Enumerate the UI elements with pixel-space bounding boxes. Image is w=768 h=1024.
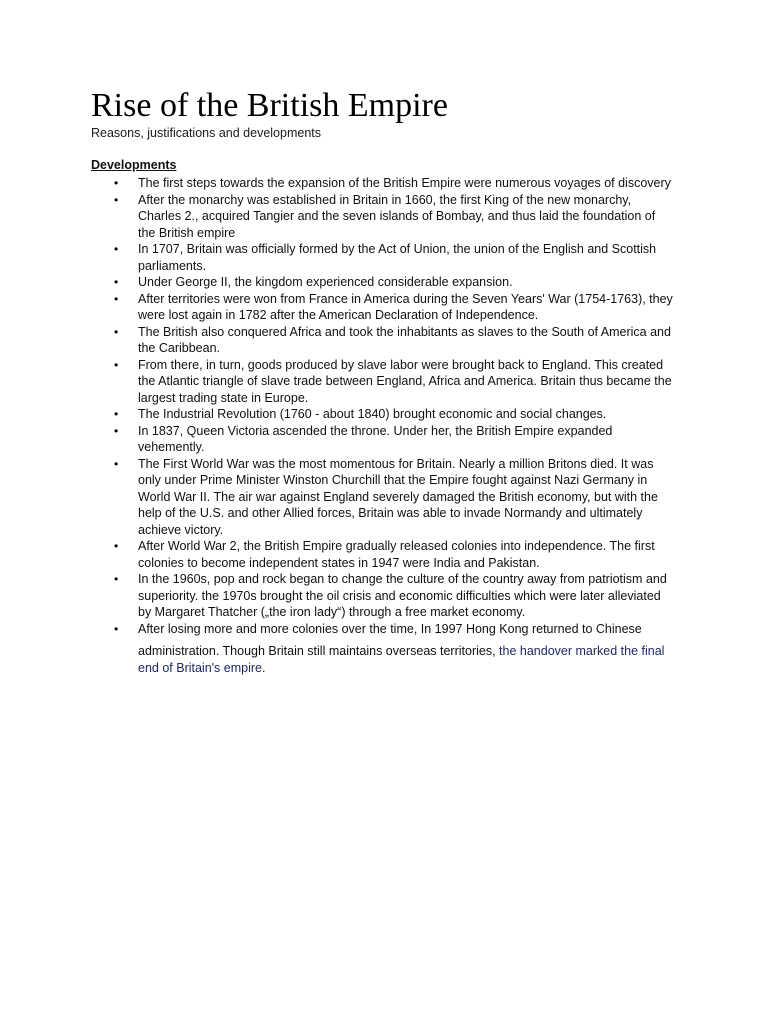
list-item-text-line1: After losing more and more colonies over the time, In 1997 Hong Kong returned to Chinese [138, 621, 642, 636]
list-item-text: After World War 2, the British Empire gradually released colonies into independence. The first colonies to become independent states in 1947 were India and Pakistan. [138, 539, 655, 570]
list-item [114, 538, 676, 571]
list-item-text: The British also conquered Africa and took the inhabitants as slaves to the South of America and the Caribbean. [138, 324, 671, 355]
list-item [114, 423, 676, 456]
list-item [114, 291, 676, 324]
document-subtitle: Reasons, justifications and developments [91, 126, 321, 140]
list-item-text: The Industrial Revolution (1760 - about 1840) brought economic and social changes. [138, 407, 607, 421]
bullet-icon: • [114, 621, 119, 636]
list-item-text: The first steps towards the expansion of the British Empire were numerous voyages of discovery [138, 176, 671, 190]
list-item-text: Under George II, the kingdom experienced considerable expansion. [138, 275, 513, 289]
list-item-text-end: . [261, 661, 266, 675]
list-item-text-line2: administration. Though Britain still maintains overseas territories, [138, 644, 500, 658]
list-item-last [114, 621, 676, 678]
list-item-text-continuation [138, 643, 676, 677]
list-item [114, 324, 676, 357]
bullet-icon: • [114, 456, 119, 471]
developments-list [114, 175, 676, 677]
list-item-text: From there, in turn, goods produced by slave labor were brought back to England. This created the Atlantic triangle of slave trade between England, Africa and America. Britain thus became the largest trading state in Europe. [138, 357, 672, 405]
list-item [114, 175, 676, 192]
bullet-icon: • [114, 324, 119, 339]
list-item [114, 274, 676, 291]
bullet-icon: • [114, 423, 119, 438]
bullet-icon: • [114, 176, 119, 190]
list-item [114, 571, 676, 621]
bullet-icon: • [114, 357, 119, 372]
list-item-text: In 1707, Britain was officially formed by the Act of Union, the union of the English and Scottish parliaments. [138, 242, 657, 273]
bullet-icon: • [114, 275, 119, 289]
list-item-text: In 1837, Queen Victoria ascended the throne. Under her, the British Empire expanded vehemently. [138, 423, 613, 454]
list-item [114, 192, 676, 242]
bullet-icon: • [114, 192, 119, 207]
list-item [114, 406, 676, 423]
bullet-icon: • [114, 539, 119, 553]
list-item-text: The First World War was the most momentous for Britain. Nearly a million Britons died. It was only under Prime Minister Winston Churchill that the Empire fought against Nazi Germany in World War II. The air war against England severely damaged the British economy, but with the help of the U.S. and other Allied forces, Britain was able to invade Normandy and ultimately achieve victory. [138, 456, 658, 537]
bullet-icon: • [114, 572, 119, 586]
list-item-text: After the monarchy was established in Britain in 1660, the first King of the new monarchy, Charles 2., acquired Tangier and the seven islands of Bombay, and thus laid the foundation of the British empire [138, 192, 656, 240]
bullet-icon: • [114, 242, 119, 256]
list-item [114, 241, 676, 274]
highlighted-text: the handover marked the final end of Britain's empire [138, 644, 665, 675]
bullet-icon: • [114, 291, 119, 306]
list-item [114, 456, 676, 539]
list-item [114, 357, 676, 407]
document-title: Rise of the British Empire [91, 87, 448, 124]
section-heading-developments: Developments [91, 158, 177, 172]
list-item-text: After territories were won from France in America during the Seven Years' War (1754-1763), they were lost again in 1782 after the American Declaration of Independence. [138, 291, 673, 322]
list-item-text: In the 1960s, pop and rock began to change the culture of the country away from patriotism and superiority. the 1970s brought the oil crisis and economic difficulties which were later alleviated by Margaret Thatcher („the iron lady“) through a free market economy. [138, 572, 667, 619]
bullet-icon: • [114, 407, 119, 421]
